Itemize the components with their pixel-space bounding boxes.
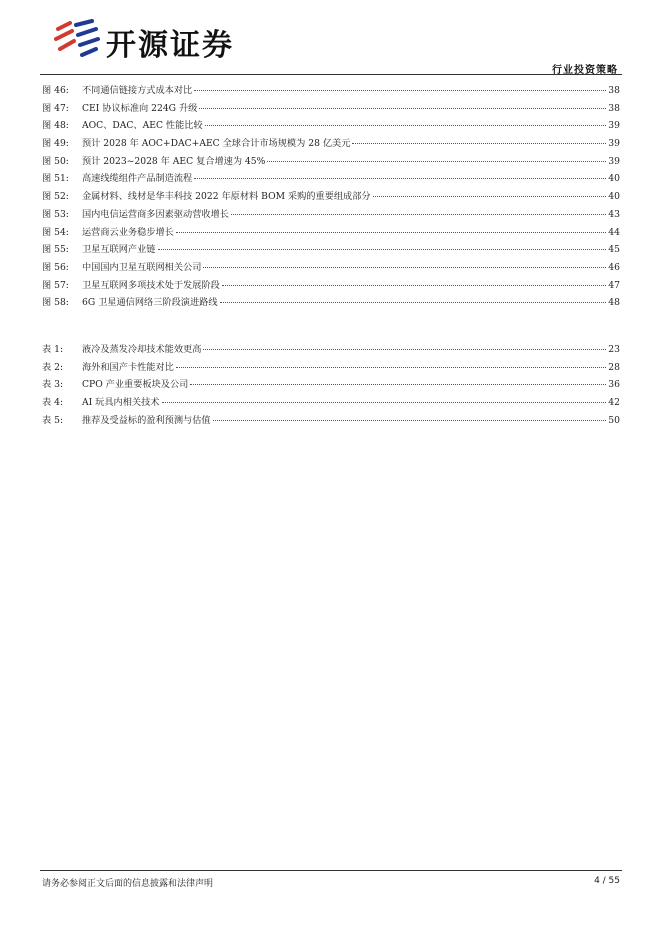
entry-page: 39 [608,138,620,150]
figure-index-entry[interactable] [42,224,620,242]
figure-index-entry[interactable] [42,82,620,100]
figure-index-entry[interactable] [42,241,620,259]
table-index-entry[interactable] [42,359,620,377]
entry-title: 卫星互联网产业链 [82,244,156,256]
entry-page: 45 [608,244,620,256]
kaiyuan-logo-icon [52,19,100,57]
entry-page: 40 [608,173,620,185]
entry-label: 表 4: [42,397,64,409]
dot-leader [194,89,606,91]
entry-label: 图 48: [42,120,69,132]
dot-leader [231,213,606,215]
dot-leader [176,231,606,233]
entry-label: 图 55: [42,244,69,256]
entry-page: 50 [608,414,620,426]
entry-page: 48 [608,297,620,309]
entry-title: 运营商云业务稳步增长 [82,226,174,238]
dot-leader [205,124,607,126]
dot-leader [222,284,606,286]
entry-page: 40 [608,191,620,203]
entry-label: 图 47: [42,102,69,114]
entry-label: 表 5: [42,414,64,426]
entry-label: 图 54: [42,226,69,238]
dot-leader [220,301,607,303]
dot-leader [158,248,607,250]
entry-title: CPO 产业重要板块及公司 [82,379,189,391]
entry-title: 金属材料、线材是华丰科技 2022 年原材料 BOM 采购的重要组成部分 [82,191,371,203]
entry-title: 卫星互联网多项技术处于发展阶段 [82,279,220,291]
entry-title: 预计 2028 年 AOC+DAC+AEC 全球合计市场规模为 28 亿美元 [82,138,351,150]
dot-leader [162,401,607,403]
dot-leader [352,142,606,144]
entry-page: 38 [608,85,620,96]
entry-title: AI 玩具内相关技术 [82,397,160,409]
entry-page: 28 [608,361,620,373]
dot-leader [373,195,607,197]
entry-label: 图 49: [42,138,69,150]
dot-leader [213,419,607,421]
entry-label: 图 53: [42,208,69,220]
entry-label: 图 57: [42,279,69,291]
entry-page: 38 [608,102,620,114]
entry-page: 39 [608,155,620,167]
entry-title: 液冷及蒸发冷却技术能效更高 [82,344,202,355]
page-header [0,0,662,80]
figure-index-entry[interactable] [42,277,620,295]
table-index-entry[interactable] [42,341,620,359]
entry-page: 44 [608,226,620,238]
entry-page: 23 [608,344,620,355]
entry-title: 预计 2023~2028 年 AEC 复合增速为 45% [82,155,266,167]
entry-page: 47 [608,279,620,291]
entry-title: 6G 卫星通信网络三阶段演进路线 [82,297,218,309]
entry-title: 推荐及受益标的盈利预测与估值 [82,414,211,426]
table-index-entry[interactable] [42,394,620,412]
table-index-entry[interactable] [42,376,620,394]
entry-page: 42 [608,397,620,409]
footer-disclaimer: 请务必参阅正文后面的信息披露和法律声明 [42,879,214,889]
entry-page: 39 [608,120,620,132]
figure-index-entry[interactable] [42,153,620,171]
page-number: 4 / 55 [594,876,620,886]
footer-divider [40,870,622,871]
logo-text: 开源证券 [106,28,234,63]
entry-title: AOC、DAC、AEC 性能比较 [82,120,203,132]
figure-index-entry[interactable] [42,135,620,153]
entry-title: 高速线缆组件产品制造流程 [82,173,193,185]
dot-leader [267,160,606,162]
dot-leader [194,177,606,179]
entry-page: 43 [608,208,620,220]
table-index-list [42,341,620,429]
entry-label: 图 46: [42,85,69,96]
entry-page: 36 [608,379,620,391]
figure-index-entry[interactable] [42,170,620,188]
entry-label: 图 56: [42,261,69,273]
figure-index-entry[interactable] [42,206,620,224]
entry-label: 表 1: [42,344,64,355]
report-type: 行业投资策略 [552,65,618,76]
dot-leader [176,366,606,368]
entry-title: 国内电信运营商多因素驱动营收增长 [82,208,229,220]
figure-index-entry[interactable] [42,117,620,135]
figure-index-entry[interactable] [42,100,620,118]
entry-label: 表 3: [42,379,64,391]
dot-leader [203,348,606,350]
entry-title: 中国国内卫星互联网相关公司 [82,261,202,273]
entry-label: 图 50: [42,155,69,167]
entry-title: 海外和国产卡性能对比 [82,361,174,373]
figure-index-entry[interactable] [42,294,620,312]
dot-leader [199,107,606,109]
entry-label: 图 58: [42,297,69,309]
figure-index-list [42,82,620,312]
entry-label: 表 2: [42,361,64,373]
header-divider [40,74,622,75]
dot-leader [203,266,606,268]
figure-index-entry[interactable] [42,259,620,277]
entry-label: 图 51: [42,173,69,185]
entry-title: CEI 协议标准向 224G 升级 [82,102,198,114]
table-index-entry[interactable] [42,412,620,430]
figure-index-entry[interactable] [42,188,620,206]
entry-label: 图 52: [42,191,69,203]
entry-page: 46 [608,261,620,273]
dot-leader [190,383,606,385]
entry-title: 不同通信链接方式成本对比 [82,85,193,96]
